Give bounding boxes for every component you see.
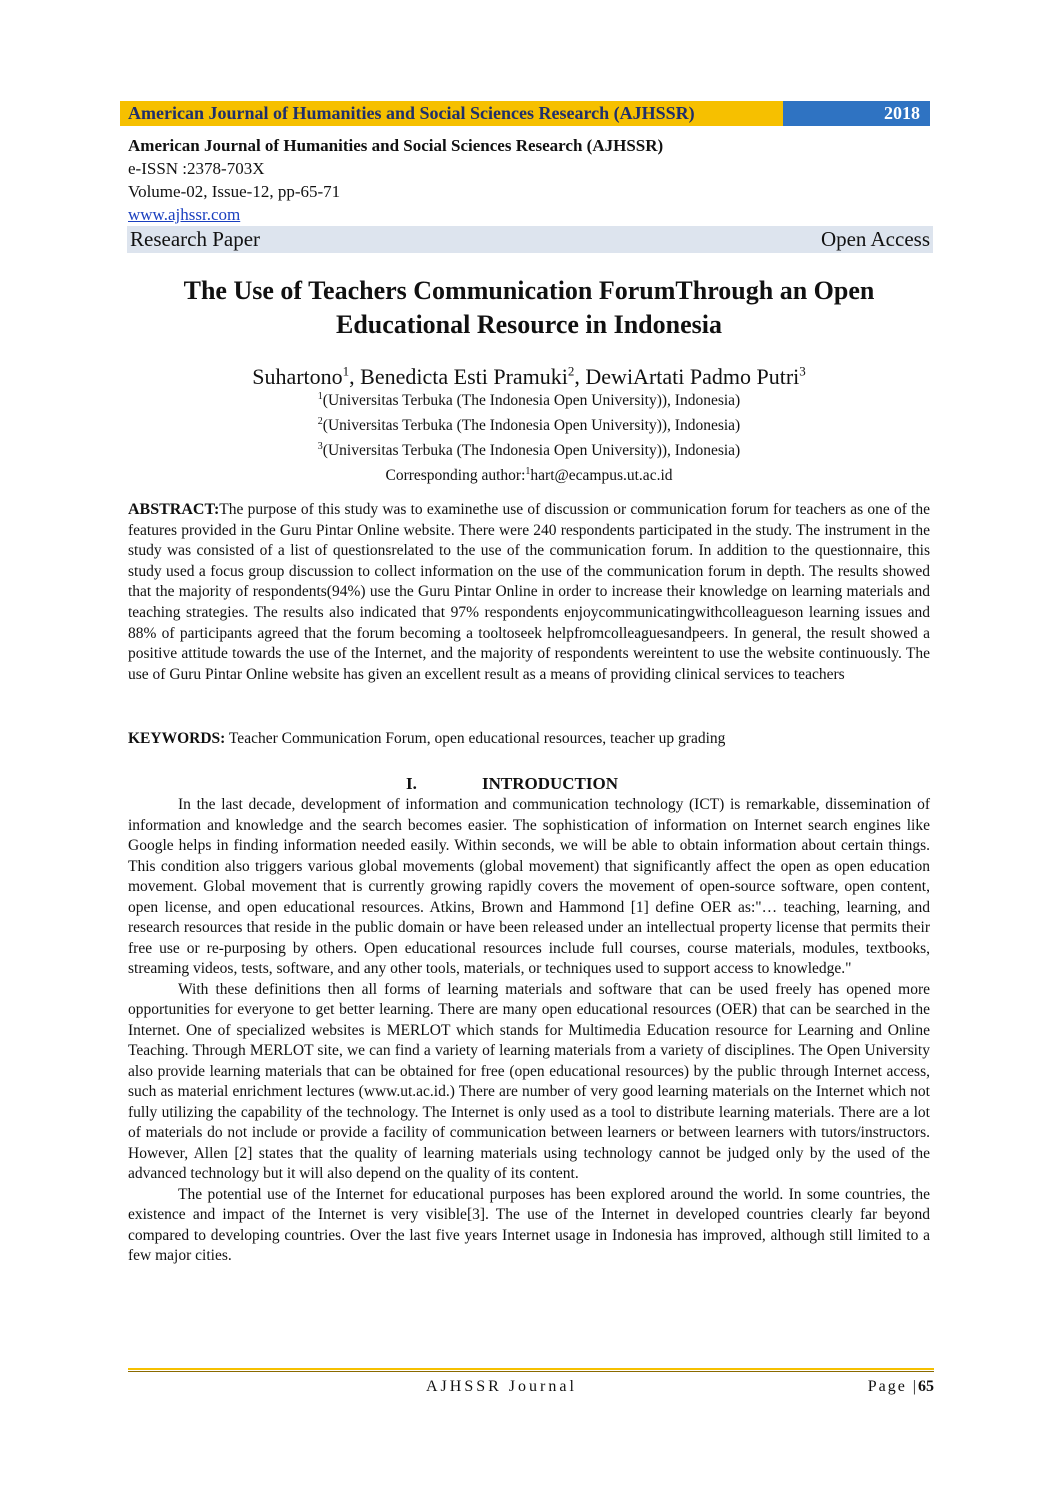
author: Benedicta Esti Pramuki$^2$, [360, 364, 586, 390]
footer-page: Page |65 [867, 1378, 934, 1395]
journal-website-link[interactable]: www.ajhssr.com [128, 205, 241, 224]
paper-title-line-2: Educational Resource in Indonesia [336, 310, 722, 339]
author: DewiArtati Padmo Putri$^3$ [585, 364, 806, 390]
abstract [128, 500, 930, 685]
paragraph: With these definitions then all forms of learning materials and software that can be used freely has opened more opportunities for everyone to get better learning. There are many open educational resources (OER) that can be searched in the Internet. One of specialized websites is MERLOT which stands for Multimedia Education resource for Learning and Online Teaching. Through MERLOT site, we can find a variety of learning materials from a variety of disciplines. The Open University also provide learning materials that can be obtained for free (open educational resources) by the public through Internet access, such as material enrichment lectures (www.ut.ac.id.) There are number of very good learning materials on the Internet which not fully utilizing the capability of the technology. The Internet is only used as a tool to distribute learning materials. There are a lot of materials do not include or provide a facility of communication between learners or between learners with tutors/instructors. However, Allen [2] states that the quality of learning materials using technology cannot be judged only by the used of the advanced technology but it will also depend on the quality of its content. [128, 980, 930, 1182]
page-footer [128, 1376, 934, 1398]
journal-header-year: 2018 [783, 101, 930, 126]
section-number: I. [406, 774, 417, 793]
paragraph: The potential use of the Internet for educational purposes has been explored around the world. In some countries, the existence and impact of the Internet is very visible[3]. The use of the Internet in developed countries clearly far beyond compared to developing countries. Over the last five years Internet usage in Indonesia has improved, although still limited to a few major cities. [128, 1185, 930, 1264]
section-title: INTRODUCTION [482, 774, 619, 793]
paper-title [100, 274, 958, 342]
access-type: Open Access [820, 227, 930, 251]
issn: e-ISSN :2378-703X [128, 159, 265, 178]
abstract-label: ABSTRACT: [128, 501, 220, 518]
corresponding-author: Corresponding author:$^1$hart@ecampus.ut.ac.id [385, 466, 673, 485]
introduction-body [128, 795, 930, 1267]
journal-name: American Journal of Humanities and Social Sciences Research (AJHSSR) [128, 136, 664, 155]
paragraph: In the last decade, development of information and communication technology (ICT) is remarkable, dissemination of information and knowledge and the search becomes easier. The sophistication of information on Internet search engines like Google helps in finding information needed easily. Within seconds, we will be able to obtain information about certain things. This condition also triggers various global movements (global movement) that significantly affect the open as open education movement. Global movement that is currently growing rapidly covers the movement of open-source software, open content, open license, and open educational resources. Atkins, Brown and Hammond [1] define OER as:"… teaching, learning, and research resources that reside in the public domain or have been released under an intellectual property license that permits their free use or re-purposing by others. Open educational resources include full courses, course materials, modules, textbooks, streaming videos, tests, software, and any other tools, materials, or techniques used to support access to knowledge." [128, 796, 930, 977]
affiliation: $^2$(Universitas Terbuka (The Indonesia Open University)), Indonesia) [317, 416, 741, 435]
keywords-text: Teacher Communication Forum, open educational resources, teacher up grading [225, 730, 726, 747]
keywords [128, 729, 930, 749]
affiliation: $^1$(Universitas Terbuka (The Indonesia Open University)), Indonesia) [317, 391, 741, 410]
journal-header-bar [120, 101, 930, 126]
affiliations [100, 386, 958, 487]
affiliation: $^3$(Universitas Terbuka (The Indonesia Open University)), Indonesia) [317, 441, 741, 460]
page-number: 65 [918, 1378, 934, 1395]
volume-issue: Volume-02, Issue-12, pp-65-71 [128, 182, 341, 201]
footer-rule-thin [128, 1371, 934, 1372]
journal-header-title: American Journal of Humanities and Social Sciences Research (AJHSSR) [120, 101, 783, 126]
section-heading [128, 773, 930, 795]
article-type: Research Paper [130, 227, 261, 251]
author: Suhartono$^1$, [252, 364, 361, 390]
article-type-bar [127, 226, 933, 253]
footer-journal: AJHSSR Journal [426, 1378, 577, 1395]
keywords-label: KEYWORDS: [128, 730, 226, 747]
journal-meta [128, 134, 928, 226]
footer-rule [128, 1368, 934, 1370]
paper-title-line-1: The Use of Teachers Communication ForumThrough an Open [183, 276, 875, 305]
abstract-text: The purpose of this study was to examinethe use of discussion or communication forum for teachers as one of the features provided in the Guru Pintar Online website. There were 240 respondents participated in the study. The instrument in the study was consisted of a list of questionsrelated to the use of the communication forum. In addition to the questionnaire, this study used a focus group discussion to collect information on the use of the communication forum in depth. The results showed that the majority of respondents(94%) use the Guru Pintar Online in order to increase their knowledge on learning materials and teaching strategies. The results also indicated that 97% respondents enjoycommunicatingwithcolleagueson learning issues and 88% of participants agreed that the forum becoming a tooltoseek helpfromcolleaguesandpeers. In general, the result showed a positive attitude towards the use of the Internet, and the majority of respondents wereintent to use the website continuously. The use of Guru Pintar Online website has given an excellent result as a means of providing clinical services to teachers [128, 501, 930, 683]
